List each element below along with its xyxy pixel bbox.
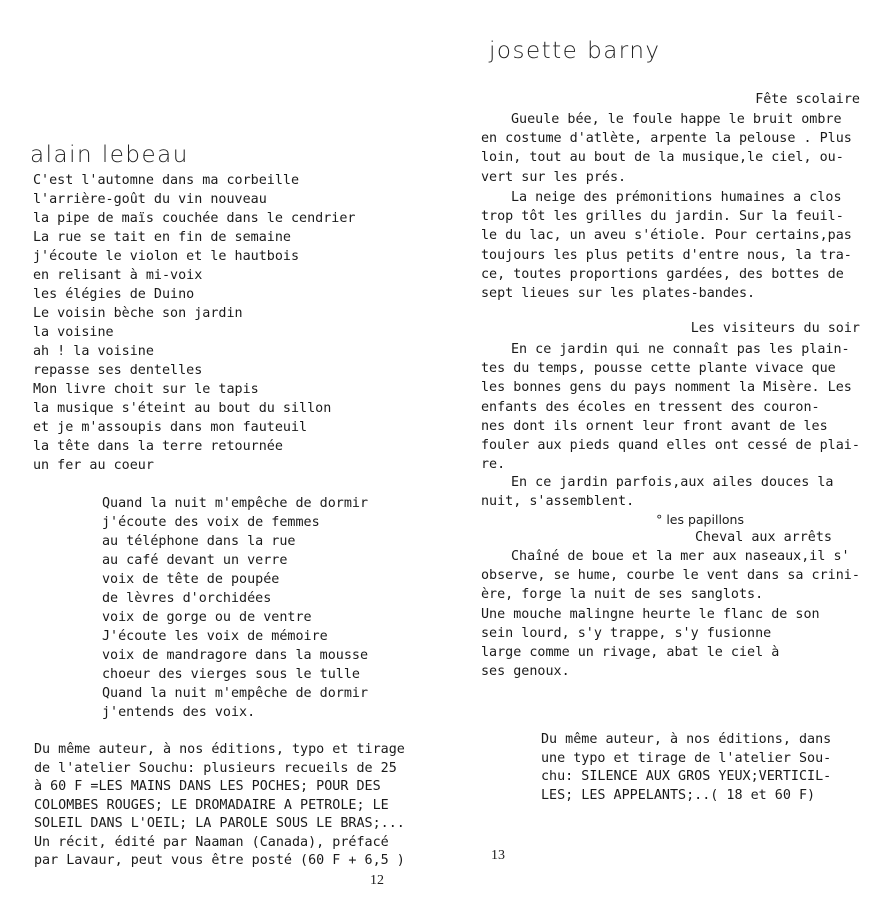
text-line: voix de mandragore dans la mousse	[102, 648, 369, 663]
text-line: enfants des écoles en tressent des couron-	[481, 399, 820, 415]
paragraph-fete-1	[481, 110, 852, 187]
text-line: Le voisin bèche son jardin	[33, 306, 243, 321]
text-line: la musique s'éteint au bout du sillon	[33, 401, 332, 416]
text-line: LES; LES APPELANTS;..( 18 et 60 F)	[541, 787, 816, 803]
author-note-right	[541, 731, 831, 805]
text-line: une typo et tirage de l'atelier Sou-	[541, 750, 832, 766]
text-line: SOLEIL DANS L'OEIL; LA PAROLE SOUS LE BRAS;...	[34, 816, 405, 831]
text-line: vert sur les prés.	[481, 169, 627, 185]
section-tail-papillons: ° les papillons	[656, 512, 744, 527]
section-title-fete-scolaire: Fête scolaire	[755, 92, 860, 107]
paragraph-fete-2	[481, 188, 852, 303]
text-line: voix de tête de poupée	[102, 572, 280, 587]
text-line: par Lavaur, peut vous être posté (60 F + 6,5 )	[34, 853, 405, 868]
text-line: loin, tout au bout de la musique,le ciel, ou-	[481, 150, 844, 166]
poem-autumn	[33, 171, 355, 475]
text-line: Mon livre choit sur le tapis	[33, 382, 259, 397]
text-line: sept lieues sur les plates-bandes.	[481, 285, 756, 301]
text-line: C'est l'automne dans ma corbeille	[33, 173, 300, 188]
paragraph-visiteurs-1	[481, 340, 860, 474]
text-line: Quand la nuit m'empêche de dormir	[102, 686, 369, 701]
text-line: ses genoux.	[481, 664, 570, 680]
author-name-right: josette barny	[489, 38, 661, 64]
text-line: au téléphone dans la rue	[102, 534, 296, 549]
text-line: les élégies de Duino	[33, 287, 195, 302]
page-number-right: 13	[491, 848, 505, 863]
text-line: Un récit, édité par Naaman (Canada), préfacé	[34, 834, 389, 850]
text-line: Une mouche malingne heurte le flanc de son	[481, 606, 820, 622]
text-line: la pipe de maïs couchée dans le cendrier	[33, 211, 356, 226]
text-line: Du même auteur, à nos éditions, typo et tirage	[34, 742, 405, 757]
text-line: chu: SILENCE AUX GROS YEUX;VERTICIL-	[541, 769, 832, 784]
text-line: J'écoute les voix de mémoire	[102, 629, 328, 644]
text-line: large comme un rivage, abat le ciel à	[481, 644, 780, 660]
text-line: les bonnes gens du pays nomment la Misère. Les	[481, 380, 852, 396]
text-line: ère, forge la nuit de ses sanglots.	[481, 587, 764, 603]
text-line: et je m'assoupis dans mon fauteuil	[33, 420, 308, 435]
text-line: de lèvres d'orchidées	[102, 591, 272, 606]
author-note-left	[34, 741, 405, 871]
text-line: la voisine	[33, 325, 114, 340]
author-name-left: alain lebeau	[30, 142, 189, 168]
text-line: trop tôt les grilles du jardin. Sur la feuil-	[481, 209, 844, 225]
section-title-visiteurs: Les visiteurs du soir	[690, 321, 860, 336]
text-line: à 60 F =LES MAINS DANS LES POCHES; POUR DES	[34, 779, 381, 794]
text-line: j'entends des voix.	[102, 705, 256, 720]
text-line: toujours les plus petits d'entre nous, la tra-	[481, 247, 852, 263]
paragraph-visiteurs-2	[481, 473, 833, 511]
text-line: En ce jardin parfois,aux ailes douces la	[511, 475, 834, 490]
text-line: La neige des prémonitions humaines a clos	[511, 190, 842, 205]
text-line: La rue se tait en fin de semaine	[33, 230, 291, 245]
text-line: tes du temps, pousse cette plante vivace que	[481, 361, 836, 377]
text-line: Quand la nuit m'empêche de dormir	[102, 496, 369, 511]
text-line: choeur des vierges sous le tulle	[102, 667, 360, 682]
text-line: Gueule bée, le foule happe le bruit ombre	[511, 112, 842, 127]
paragraph-cheval	[481, 547, 860, 681]
text-line: ah ! la voisine	[33, 344, 154, 359]
text-line: repasse ses dentelles	[33, 363, 203, 378]
text-line: re.	[481, 457, 506, 473]
text-line: En ce jardin qui ne connaît pas les plain-	[511, 342, 850, 357]
right-page	[441, 0, 882, 900]
page-number-left: 12	[370, 873, 384, 888]
text-line: observe, se hume, courbe le vent dans sa crini-	[481, 568, 860, 584]
text-line: nes dont ils ornent leur front avant de les	[481, 418, 828, 434]
text-line: au café devant un verre	[102, 553, 288, 568]
text-line: un fer au coeur	[33, 458, 154, 473]
text-line: j'écoute des voix de femmes	[102, 515, 320, 530]
text-line: Du même auteur, à nos éditions, dans	[541, 732, 832, 747]
text-line: voix de gorge ou de ventre	[102, 610, 312, 625]
text-line: Chaîné de boue et la mer aux naseaux,il s'	[511, 549, 850, 564]
text-line: nuit, s'assemblent.	[481, 494, 635, 510]
text-line: en relisant à mi-voix	[33, 268, 203, 283]
text-line: fouler aux pieds quand elles ont cessé de plai-	[481, 437, 860, 453]
text-line: le du lac, un aveu s'étiole. Pour certains,pas	[481, 228, 852, 244]
poem-voices	[102, 494, 368, 722]
text-line: en costume d'atlète, arpente la pelouse . Plus	[481, 131, 852, 147]
text-line: COLOMBES ROUGES; LE DROMADAIRE A PETROLE; LE	[34, 797, 389, 813]
text-line: la tête dans la terre retournée	[33, 439, 283, 454]
text-line: j'écoute le violon et le hautbois	[33, 249, 300, 264]
text-line: de l'atelier Souchu: plusieurs recueils de 25	[34, 760, 397, 776]
text-line: ce, toutes proportions gardées, des bottes de	[481, 266, 844, 282]
text-line: sein lourd, s'y trappe, s'y fusionne	[481, 625, 772, 641]
text-line: l'arrière-goût du vin nouveau	[33, 192, 267, 207]
section-title-cheval: Cheval aux arrêts	[694, 530, 832, 545]
